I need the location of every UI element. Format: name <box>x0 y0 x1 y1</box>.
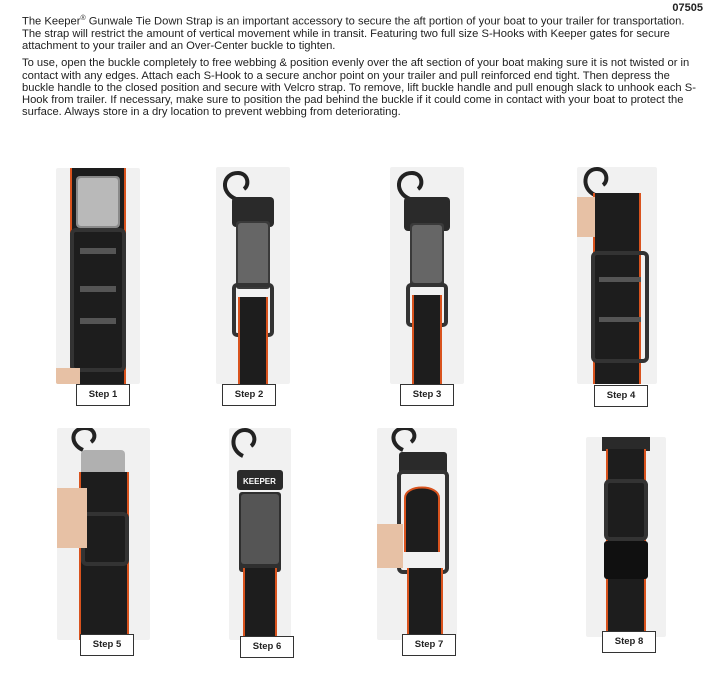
intro-paragraph-2: To use, open the buckle completely to free webbing & position evenly over the aft section of your boat making sure it is not twisted or in contact with any edges. Attach each S-Hook to a secure anchor point on your trailer and pull reinforced end tight. Then depress the buckle handle to the closed position and secure with Velcro strap. To remove, lift buckle handle and pull enough slack to unhook each S-Hook from trailer. If necessary, make sure to position the pad behind the buckle if it could come in contact with your boat to protect the surface. Always store in a dry location to prevent webbing from deteriorating. <box>22 57 696 119</box>
doc-number: 07505 <box>672 2 703 14</box>
step-4-label: Step 4 <box>594 385 648 407</box>
step-5-photo <box>57 428 150 640</box>
registered-mark: ® <box>80 15 86 22</box>
intro-paragraph-1 <box>22 13 700 52</box>
step-8-label: Step 8 <box>602 631 656 653</box>
step-1-photo <box>56 168 140 384</box>
step-1-label: Step 1 <box>76 384 130 406</box>
step-2-photo <box>216 167 290 384</box>
step-7-photo <box>377 428 457 640</box>
step-8-photo <box>586 437 666 637</box>
step-7-label: Step 7 <box>402 634 456 656</box>
step-2-label: Step 2 <box>222 384 276 406</box>
step-3-photo <box>390 167 464 384</box>
step-5-label: Step 5 <box>80 634 134 656</box>
keeper-logo-text: KEEPER <box>243 477 276 486</box>
brand-name: The Keeper <box>22 15 81 28</box>
intro-paragraph-1-text: Gunwale Tie Down Strap is an important accessory to secure the aft portion of your boat to your trailer for transportation. The strap will restrict the amount of vertical movement while in transit. Featuring two full size S-Hooks with Keeper gates for secure attachment to your trailer and an Over-Center buckle to tighten. <box>22 15 685 53</box>
instructions-text <box>22 13 700 123</box>
step-4-photo <box>577 167 657 384</box>
step-6-label: Step 6 <box>240 636 294 658</box>
step-6-photo <box>229 428 291 640</box>
step-3-label: Step 3 <box>400 384 454 406</box>
